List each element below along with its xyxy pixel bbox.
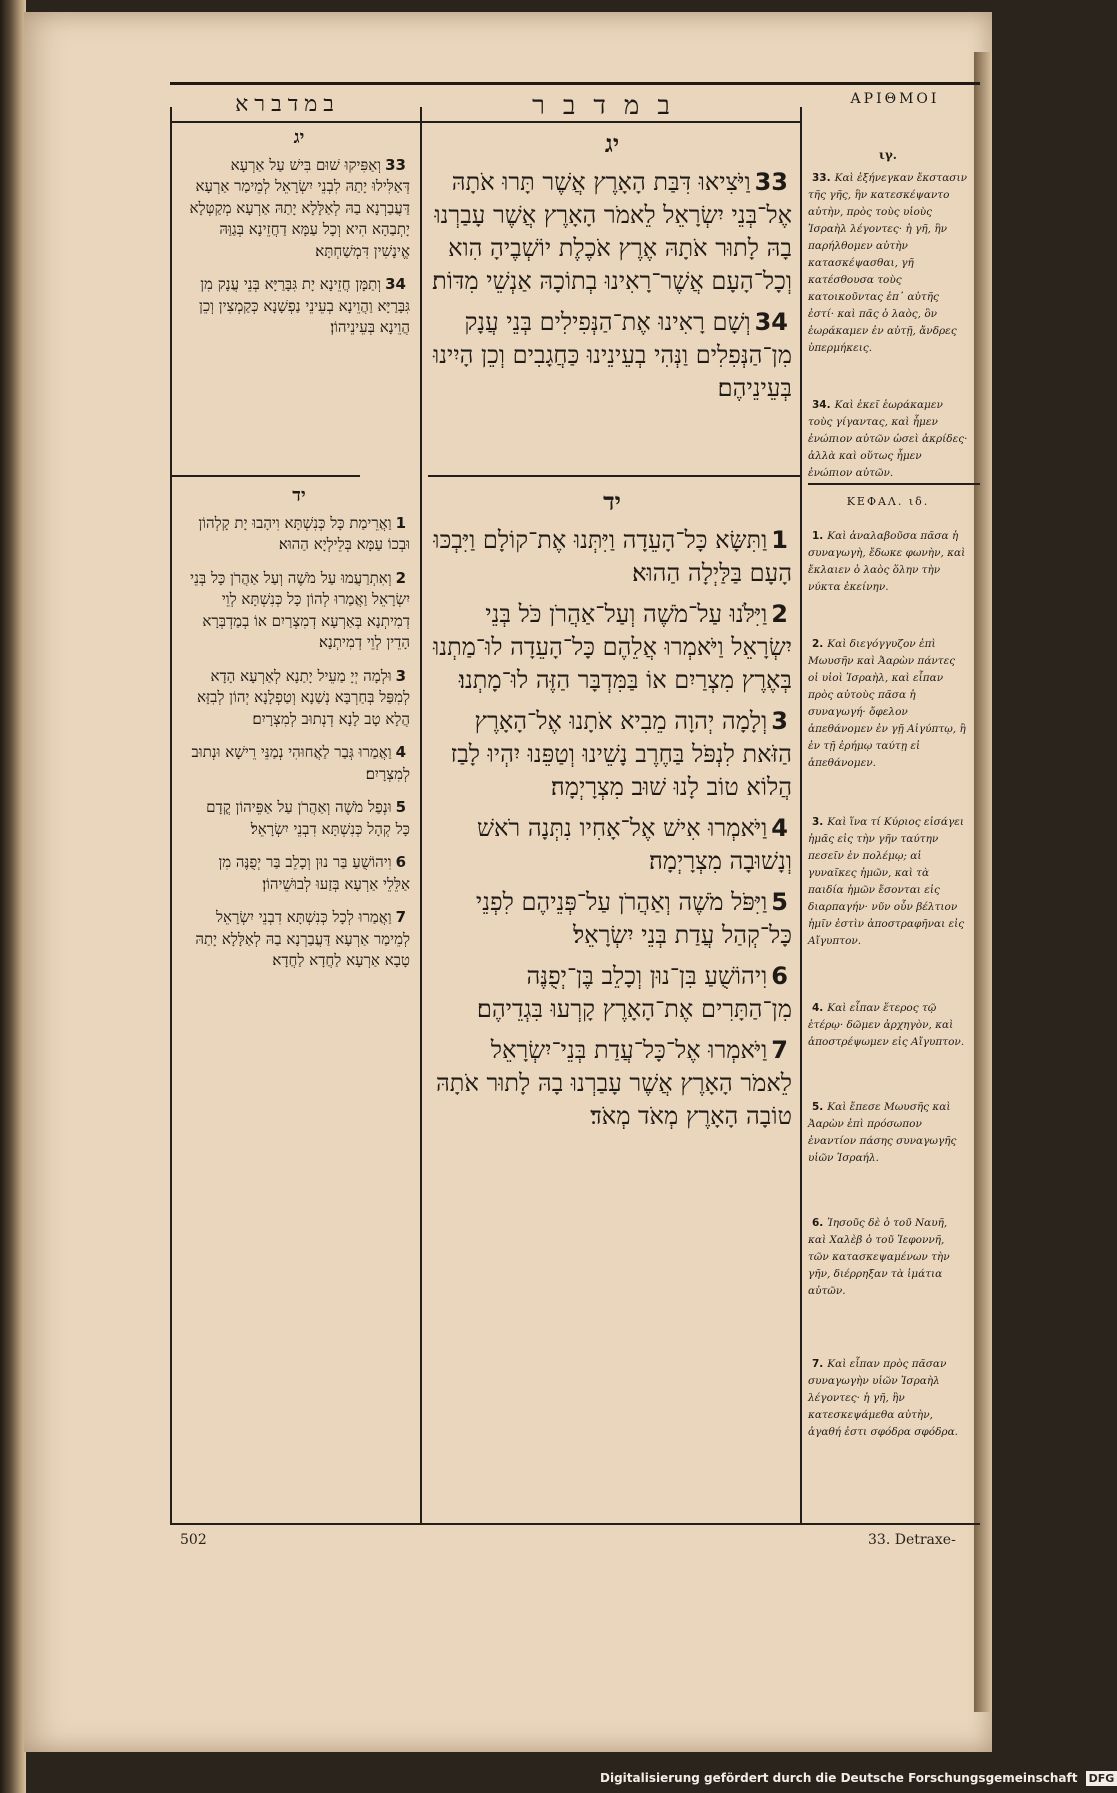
polyglot-frame bbox=[170, 82, 980, 1525]
aramaic-verse: 34וְתַמָּן חֲזֵינָא יָת גִּבָּרַיָּא בְּנֵי עֲנָק מִן גִּבָּרַיָּא וַהֲוֵינָא בְעֵינֵי נַפְשָׁנָא כְּקַמְצִין וְכֵן הֲוֵינָא בְּעֵינֵיהוֹן׃ bbox=[199, 275, 410, 336]
greek-verse: 5. Καὶ ἔπεσε Μωυσῆς καὶ Ἀαρὼν ἐπὶ πρόσωπον ἐναντίον πάσης συναγωγῆς υἱῶν Ἰσραήλ. bbox=[808, 1101, 957, 1164]
aramaic-verse: 1וַאֲרֵימַת כָּל כְּנִשְׁתָּא וִיהָבוּ יָת קָלְהוֹן וּבְכוֹ עַמָּא בְּלֵילְיָא הַהוּא׃ bbox=[198, 513, 410, 553]
column-divider-aramaic-hebrew bbox=[420, 107, 422, 1525]
hebrew-column-chapter-14 bbox=[432, 485, 792, 1141]
aramaic-verse: 7וַאֲמַרוּ לְכָל כְּנִשְׁתָּא דִבְנֵי יִשְׂרָאֵל לְמֵימַר אַרְעָא דַּעֲבַרְנָא בַהּ לְאַלָּלָא יָתַהּ טָבָא אַרְעָא לַחֲדָא לַחֲדָא׃ bbox=[195, 908, 410, 969]
aramaic-chapter-14-heading: יד bbox=[292, 485, 306, 506]
hebrew-verse: 6וִיהוֹשֻׁעַ בִּן־נוּן וְכָלֵב בֶּן־יְפֻנֶּה מִן־הַתָּרִים אֶת־הָאָרֶץ קָרְעוּ בִּגְדֵיהֶם׃ bbox=[476, 962, 792, 1023]
header-rule bbox=[170, 121, 800, 123]
greek-verse: 7. Καὶ εἶπαν πρὸς πᾶσαν συναγωγὴν υἱῶν Ἰσραὴλ λέγοντες· ἡ γῆ, ἣν κατεσκεψάμεθα αὐτὴν, ἀγαθή ἐστι σφόδρα σφόδρα. bbox=[808, 1358, 958, 1438]
hebrew-chapter-13-heading: יג bbox=[604, 129, 620, 158]
page-number: 502 bbox=[180, 1532, 207, 1548]
bottom-rule bbox=[170, 1523, 980, 1525]
aramaic-column-chapter-14 bbox=[188, 485, 410, 984]
greek-verse: 1. Καὶ ἀναλαβοῦσα πᾶσα ἡ συναγωγὴ, ἔδωκε φωνὴν, καὶ ἔκλαιεν ὁ λαὸς ὅλην τὴν νύκτα ἐκείνην. bbox=[808, 530, 966, 593]
aramaic-verse: 2וְאִתְרַעֲמוּ עַל מֹשֶׁה וְעַל אַהֲרֹן כָּל בְּנֵי יִשְׂרָאֵל וַאֲמַרוּ לְהוֹן כָּל כְּנִשְׁתָּא לְוֵי דְמִיתְנָא בְּאַרְעָא דְמִצְרַיִם אוֹ בְמַדְבְּרָא הָדֵין לְוֵי דְמִיתְנָא׃ bbox=[190, 568, 410, 651]
aramaic-column-header: במדברא bbox=[235, 92, 340, 117]
greek-verse: 3. Καὶ ἵνα τί Κύριος εἰσάγει ἡμᾶς εἰς τὴν γῆν ταύτην πεσεῖν ἐν πολέμῳ; αἱ γυναῖκες ἡμῶν, καὶ τὰ παιδία ἡμῶν ἔσονται εἰς διαρπαγήν· νῦν οὖν βέλτιον ἡμῖν ἐστὶν ἀποστραφῆναι εἰς Αἴγυπτον. bbox=[808, 816, 965, 947]
left-border bbox=[170, 107, 172, 1525]
digitization-credit bbox=[600, 1767, 1115, 1789]
hebrew-column bbox=[432, 127, 792, 413]
hebrew-verse: 34וְשָׁם רָאִינוּ אֶת־הַנְּפִילִים בְּנֵי עֲנָק מִן־הַנְּפִלִים וַנְּהִי בְעֵינֵינוּ כַּחֲגָבִים וְכֵן הָיִינוּ בְּעֵינֵיהֶם׃ bbox=[433, 308, 792, 402]
greek-chapter-14-heading: ΚΕΦΑΛ. ιδ. bbox=[846, 495, 930, 508]
greek-column-chapter-14 bbox=[808, 487, 968, 1453]
hebrew-verse: 3וְלָמָה יְהוָה מֵבִיא אֹתָנוּ אֶל־הָאָרֶץ הַזֹּאת לִנְפֹּל בַּחֶרֶב נָשֵׁינוּ וְטַפֵּנוּ יִהְיוּ לָבַז הֲלוֹא טוֹב לָנוּ שׁוּב מִצְרָיְמָה׃ bbox=[450, 707, 792, 801]
hebrew-column-header: במדבר bbox=[532, 91, 688, 121]
greek-verse: 4. Καὶ εἶπαν ἕτερος τῷ ἑτέρῳ· δῶμεν ἀρχηγὸν, καὶ ἀποστρέψωμεν εἰς Αἴγυπτον. bbox=[808, 1002, 965, 1048]
aramaic-verse: 5וּנְפַל מֹשֶׁה וְאַהֲרֹן עַל אַפֵּיהוֹן קֳדָם כָּל קְהָל כְּנִשְׁתָּא דִבְנֵי יִשְׂרָאֵל׃ bbox=[206, 798, 410, 838]
aramaic-chapter-rule bbox=[170, 475, 360, 477]
book-spine-edge bbox=[0, 0, 26, 1793]
hebrew-verse: 1וַתִּשָּׂא כָּל־הָעֵדָה וַיִּתְּנוּ אֶת־קוֹלָם וַיִּבְכּוּ הָעָם בַּלַּיְלָה הַהוּא׃ bbox=[433, 526, 792, 587]
greek-column bbox=[808, 147, 968, 494]
catchword: 33. Detraxe- bbox=[868, 1532, 956, 1548]
greek-verse: 34. Καὶ ἐκεῖ ἑωράκαμεν τοὺς γίγαντας, καὶ ἦμεν ἐνώπιον αὐτῶν ὡσεὶ ἀκρίδες· ἀλλὰ καὶ οὕτως ἦμεν ἐνώπιον αὐτῶν. bbox=[808, 399, 968, 479]
aramaic-column bbox=[188, 127, 410, 351]
greek-chapter-13-heading: ιγ. bbox=[879, 148, 897, 162]
hebrew-chapter-rule bbox=[428, 475, 800, 477]
dfg-logo: DFG bbox=[1086, 1771, 1117, 1786]
greek-verse: 2. Καὶ διεγόγγυζον ἐπὶ Μωυσῆν καὶ Ἀαρὼν πάντες οἱ υἱοὶ Ἰσραὴλ, καὶ εἶπαν πρὸς αὐτοὺς πᾶσα ἡ συναγωγή· ὄφελον ἀπεθάνομεν ἐν γῇ Αἰγύπτῳ, ἢ ἐν τῇ ἐρήμῳ ταύτῃ εἰ ἀπεθάνομεν. bbox=[808, 638, 966, 769]
greek-verse: 6. Ἰησοῦς δὲ ὁ τοῦ Ναυῆ, καὶ Χαλὲβ ὁ τοῦ Ἰεφοννῆ, τῶν κατασκεψαμένων τὴν γῆν, διέρρηξαν τὰ ἱμάτια αὐτῶν. bbox=[808, 1217, 950, 1297]
hebrew-verse: 5וַיִּפֹּל מֹשֶׁה וְאַהֲרֹן עַל־פְּנֵיהֶם לִפְנֵי כָּל־קְהַל עֲדַת בְּנֵי יִשְׂרָאֵל׃ bbox=[475, 888, 792, 949]
hebrew-chapter-14-heading: יד bbox=[603, 487, 621, 516]
hebrew-verse: 33וַיֹּצִיאוּ דִּבַּת הָאָרֶץ אֲשֶׁר תָּרוּ אֹתָהּ אֶל־בְּנֵי יִשְׂרָאֵל לֵאמֹר הָאָרֶץ אֲשֶׁר עָבַרְנוּ בָהּ לָתוּר אֹתָהּ אֶרֶץ אֹכֶלֶת יוֹשְׁבֶיהָ הִוא וְכָל־הָעָם אֲשֶׁר־רָאִינוּ בְתוֹכָהּ אַנְשֵׁי מִדּוֹת׃ bbox=[432, 168, 792, 295]
aramaic-verse: 4וַאֲמַרוּ גְּבַר לַאֲחוּהִי נְמַנֵּי רֵישָׁא וּנְתוּב לְמִצְרָיִם׃ bbox=[191, 743, 410, 783]
hebrew-verse: 4וַיֹּאמְרוּ אִישׁ אֶל־אָחִיו נִתְּנָה רֹאשׁ וְנָשׁוּבָה מִצְרָיְמָה׃ bbox=[477, 814, 792, 875]
aramaic-chapter-13-heading: יג bbox=[293, 127, 305, 148]
aramaic-verse: 3וּלְמָה יְיָ מַעֵיל יָתַנָא לְאַרְעָא הָדָא לְמִפַּל בְּחַרְבָּא נְשַׁנָא וְטַפְלָנָא יְהוֹן לְבִזָּא הֲלָא טָב לָנָא דְנְתוּב לְמִצְרָיִם׃ bbox=[196, 666, 410, 728]
hebrew-verse: 7וַיֹּאמְרוּ אֶל־כָּל־עֲדַת בְּנֵי־יִשְׂרָאֵל לֵאמֹר הָאָרֶץ אֲשֶׁר עָבַרְנוּ בָהּ לָתוּר אֹתָהּ טוֹבָה הָאָרֶץ מְאֹד מְאֹד׃ bbox=[436, 1036, 792, 1130]
hebrew-verse: 2וַיִּלֹּנוּ עַל־מֹשֶׁה וְעַל־אַהֲרֹן כֹּל בְּנֵי יִשְׂרָאֵל וַיֹּאמְרוּ אֲלֵהֶם כָּל־הָעֵדָה לוּ־מַתְנוּ בְּאֶרֶץ מִצְרַיִם אוֹ בַּמִּדְבָּר הַזֶּה לוּ־מָתְנוּ׃ bbox=[433, 600, 792, 694]
greek-column-header: ΑΡΙΘΜΟΙ bbox=[850, 91, 940, 107]
column-divider-hebrew-greek bbox=[800, 107, 802, 1525]
aramaic-verse: 33וְאַפִּיקוּ שׁוּם בִּישׁ עַל אַרְעָא דְּאַלִּילוּ יָתַהּ לִבְנֵי יִשְׂרָאֵל לְמֵימַר אַרְעָא דַּעֲבַרְנָא בַהּ לְאַלָּלָא יָתַהּ אַרְעָא מְקַטְּלָא יָתְבַהָא הִיא וְכָל עַמָּא דַחֲזֵינָא בְּגַוַּהּ אֱינָשִׁין דִּמְשַׁחְתָּא׃ bbox=[189, 155, 410, 260]
credit-text: Digitalisierung gefördert durch die Deutsche Forschungsgemeinschaft bbox=[600, 1771, 1078, 1785]
greek-verse: 33. Καὶ ἐξήνεγκαν ἔκστασιν τῆς γῆς, ἣν κατεσκέψαντο αὐτὴν, πρὸς τοὺς υἱοὺς Ἰσραὴλ λέγοντες· ἡ γῆ, ἣν παρήλθομεν αὐτὴν κατασκέψασθαι, γῆ κατέσθουσα τοὺς κατοικοῦντας ἐπ᾿ αὐτῆς ἐστί· καὶ πᾶς ὁ λαὸς, ὃν ἑωράκαμεν ἐν αὐτῇ, ἄνδρες ὑπερμήκεις. bbox=[808, 172, 967, 354]
aramaic-verse: 6וִיהוֹשֻׁעַ בַּר נוּן וְכָלֵב בַּר יְפֻנֶּה מִן אַלֵּלֵי אַרְעָא בְּזַעוּ לְבוּשֵׁיהוֹן׃ bbox=[218, 853, 410, 893]
